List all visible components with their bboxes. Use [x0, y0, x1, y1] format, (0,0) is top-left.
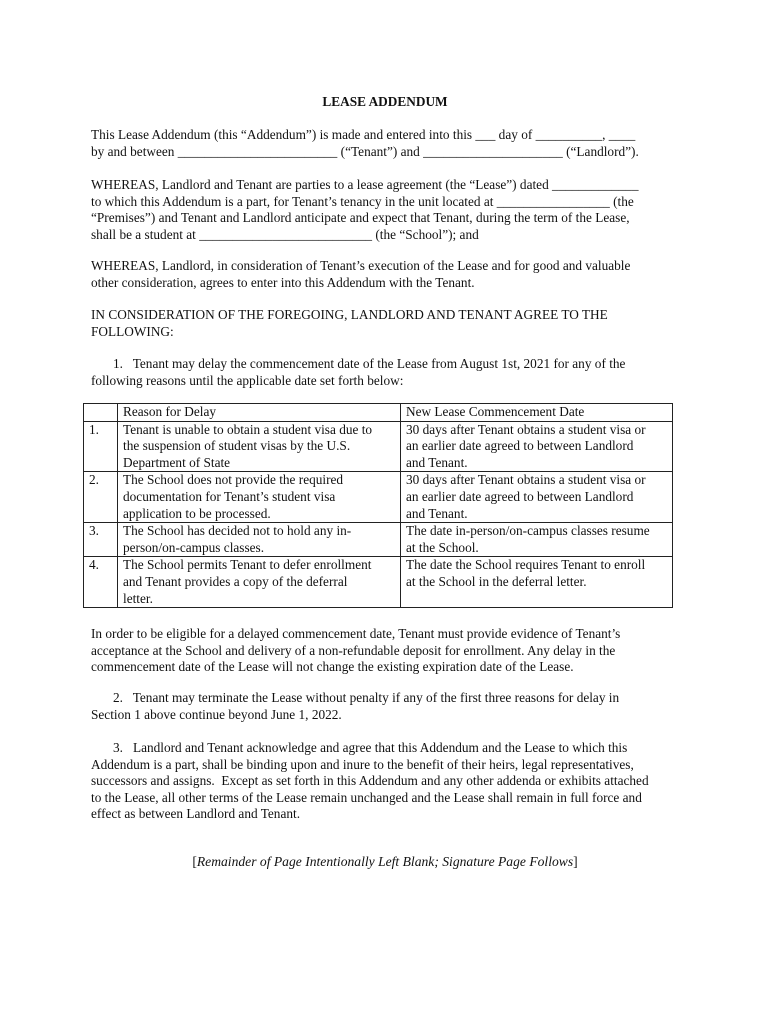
header-reason-cell [118, 404, 401, 422]
text-line: 3. Landlord and Tenant acknowledge and agree that this Addendum and the Lease to which this [113, 740, 628, 755]
cell-line: and Tenant provides a copy of the deferral [123, 573, 348, 589]
text-line: following reasons until the applicable date set forth below: [91, 372, 404, 388]
text-line: This Lease Addendum (this “Addendum”) is made and entered into this ___ day of __________, ____ [91, 127, 636, 142]
reason-cell [118, 472, 401, 523]
table-row [84, 523, 673, 557]
consideration-paragraph [91, 307, 681, 340]
closing-bracket-open: [ [192, 854, 197, 869]
text-line: to the Lease, all other terms of the Lease remain unchanged and the Lease shall remain in full force and [91, 789, 642, 805]
cell-line: The School has decided not to hold any in- [123, 523, 352, 539]
table-row [84, 557, 673, 608]
cell-line: and Tenant. [406, 454, 468, 470]
row-number: 2. [84, 472, 118, 523]
closing-text: Remainder of Page Intentionally Left Blank; Signature Page Follows [196, 854, 574, 869]
text-line: commencement date of the Lease will not change the existing expiration date of the Lease. [91, 659, 574, 675]
column-header-reason: Reason for Delay [123, 404, 217, 419]
text-line: In order to be eligible for a delayed commencement date, Tenant must provide evidence of Tenant’s [91, 626, 621, 641]
date-cell [401, 557, 673, 608]
text-line: other consideration, agrees to enter into this Addendum with the Tenant. [91, 274, 475, 290]
cell-line: person/on-campus classes. [123, 539, 265, 555]
reason-cell [118, 421, 401, 472]
cell-line: documentation for Tenant’s student visa [123, 488, 336, 504]
table-row [84, 421, 673, 472]
reason-cell [118, 557, 401, 608]
row-number: 3. [84, 523, 118, 557]
cell-line: Department of State [123, 454, 231, 470]
text-line: Section 1 above continue beyond June 1, 2022. [91, 706, 342, 722]
text-line: WHEREAS, Landlord and Tenant are parties to a lease agreement (the “Lease”) dated _____________ [91, 177, 639, 192]
delay-reasons-table [83, 403, 673, 608]
cell-line: at the School. [406, 539, 479, 555]
cell-line: The School does not provide the required [123, 472, 344, 488]
section-3-paragraph [91, 740, 681, 823]
cell-line: The date the School requires Tenant to enroll [406, 557, 646, 573]
eligibility-paragraph [91, 626, 681, 676]
closing-bracket-close: ] [573, 854, 578, 869]
header-num-cell [84, 404, 118, 422]
text-line: Addendum is a part, shall be binding upon and inure to the benefit of their heirs, legal representatives, [91, 756, 634, 772]
table-header-row [84, 404, 673, 422]
document-title: LEASE ADDENDUM [322, 94, 448, 109]
column-header-date: New Lease Commencement Date [406, 404, 585, 419]
table-row [84, 472, 673, 523]
text-line: to which this Addendum is a part, for Tenant’s tenancy in the unit located at _________________ (the [91, 193, 634, 209]
cell-line: Tenant is unable to obtain a student visa due to [123, 421, 373, 437]
reason-cell [118, 523, 401, 557]
row-number: 4. [84, 557, 118, 608]
cell-line: the suspension of student visas by the U.S. [123, 438, 351, 454]
cell-line: The School permits Tenant to defer enrollment [123, 557, 372, 573]
header-date-cell [401, 404, 673, 422]
cell-line: 30 days after Tenant obtains a student visa or [406, 421, 646, 437]
cell-line: The date in-person/on-campus classes resume [406, 523, 650, 539]
section-2-paragraph [91, 690, 681, 723]
cell-line: letter. [123, 590, 153, 606]
text-line: WHEREAS, Landlord, in consideration of Tenant’s execution of the Lease and for good and valuable [91, 258, 631, 273]
text-line: successors and assigns. Except as set forth in this Addendum and any other addenda or exhibits attached [91, 773, 649, 789]
cell-line: an earlier date agreed to between Landlord [406, 488, 634, 504]
text-line: acceptance at the School and delivery of a non-refundable deposit for enrollment. Any delay in the [91, 642, 616, 658]
row-number: 1. [84, 421, 118, 472]
text-line: FOLLOWING: [91, 323, 174, 339]
closing-note [0, 854, 770, 871]
text-line: shall be a student at __________________________ (the “School”); and [91, 226, 479, 242]
whereas-paragraph-1 [91, 177, 681, 243]
text-line: 1. Tenant may delay the commencement date of the Lease from August 1st, 2021 for any of the [113, 356, 626, 371]
text-line: effect as between Landlord and Tenant. [91, 806, 301, 822]
text-line: “Premises”) and Tenant and Landlord anticipate and expect that Tenant, during the term of the Lease, [91, 210, 630, 226]
text-line: by and between ________________________ (“Tenant”) and _____________________ (“Landlord”). [91, 143, 639, 159]
cell-line: 30 days after Tenant obtains a student visa or [406, 472, 646, 488]
text-line: 2. Tenant may terminate the Lease without penalty if any of the first three reasons for delay in [113, 690, 620, 705]
intro-paragraph [91, 127, 681, 160]
section-1-paragraph [91, 356, 681, 389]
date-cell [401, 472, 673, 523]
cell-line: application to be processed. [123, 505, 271, 521]
date-cell [401, 421, 673, 472]
whereas-paragraph-2 [91, 258, 681, 291]
cell-line: and Tenant. [406, 505, 468, 521]
cell-line: at the School in the deferral letter. [406, 573, 587, 589]
cell-line: an earlier date agreed to between Landlord [406, 438, 634, 454]
date-cell [401, 523, 673, 557]
text-line: IN CONSIDERATION OF THE FOREGOING, LANDLORD AND TENANT AGREE TO THE [91, 307, 608, 322]
